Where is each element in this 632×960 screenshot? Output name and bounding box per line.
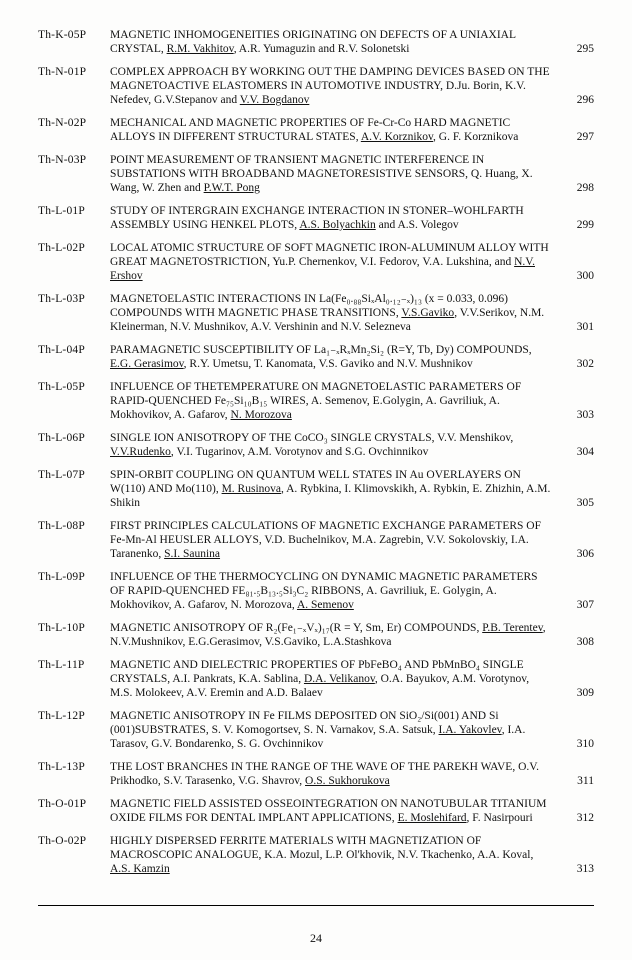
toc-entry (38, 658, 594, 700)
toc-entry (38, 431, 594, 459)
author-name-underlined: V.S.Gaviko (401, 307, 455, 319)
title-text: PARAMAGNETIC SUSCEPTIBILITY OF La₁₋ₓRₓMn₂Si₂ (R=Y, Tb, Dy) COMPOUNDS, (110, 344, 532, 356)
entry-code: Th-L-13P (38, 761, 85, 773)
entry-page-number: 308 (576, 636, 594, 648)
title-text: POINT MEASUREMENT OF TRANSIENT MAGNETIC INTERFERENCE IN SUBSTATIONS WITH BROADBAND MAGNETORESISTIVE SENSORS, Q. Huang, X. Wang, W. Zhen and (110, 154, 533, 194)
toc-entry (38, 380, 594, 422)
entry-page-number: 306 (576, 548, 594, 560)
entry-page-number: 309 (576, 687, 594, 699)
entry-title (110, 621, 568, 649)
entry-page-number: 305 (576, 497, 594, 509)
entry-title (110, 834, 568, 876)
entry-page-number: 299 (576, 219, 594, 231)
entry-code: Th-L-12P (38, 710, 85, 722)
author-name-underlined: V.V.Rudenko (110, 446, 171, 458)
toc-entry (38, 65, 594, 107)
entry-code: Th-L-01P (38, 205, 85, 217)
title-text: STUDY OF INTERGRAIN EXCHANGE INTERACTION IN STONER–WOHLFARTH ASSEMBLY USING HENKEL PLOTS, (110, 205, 524, 231)
title-text: , I.A. Tarasov, G.V. Bondarenko, S. G. Ovchinnikov (110, 724, 526, 750)
title-text: MAGNETIC ANISOTROPY IN Fe FILMS DEPOSITED ON SiO₂/Si(001) AND Si (001)SUBSTRATES, S. V. Komogortsev, S. N. Varnakov, S.A. Satsuk, (110, 710, 499, 736)
toc-entry (38, 834, 594, 876)
title-text: MAGNETIC ANISOTROPY OF R₂(Fe₁₋ₓVₓ)₁₇(R = Y, Sm, Er) COMPOUNDS, (110, 622, 483, 634)
entry-code: Th-K-05P (38, 29, 87, 41)
title-text: MAGNETIC FIELD ASSISTED OSSEOINTEGRATION ON NANOTUBULAR TITANIUM OXIDE FILMS FOR DENTAL IMPLANT APPLICATIONS, (110, 798, 547, 824)
title-text: SPIN-ORBIT COUPLING ON QUANTUM WELL STATES IN Au OVERLAYERS ON W(110) AND Mo(110), (110, 469, 521, 495)
entry-code: Th-N-01P (38, 66, 87, 78)
title-text: , G. F. Korznikova (433, 131, 519, 143)
entry-code: Th-L-08P (38, 520, 85, 532)
toc-entry (38, 28, 594, 56)
title-text: and A.S. Volegov (375, 219, 459, 231)
entry-code: Th-N-02P (38, 117, 87, 129)
title-text: FIRST PRINCIPLES CALCULATIONS OF MAGNETIC EXCHANGE PARAMETERS OF Fe-Mn-Al HEUSLER ALLOYS, V.D. Buchelnikov, M.A. Zagrebin, V.V. Sokolovskiy, I.A. Taranenko, (110, 520, 541, 560)
entry-page-number: 298 (576, 182, 594, 194)
toc-entry (38, 760, 594, 788)
entry-code: Th-L-10P (38, 622, 85, 634)
entry-code: Th-L-02P (38, 242, 85, 254)
author-name-underlined: D.A. Velikanov (303, 673, 375, 685)
entry-code: Th-L-04P (38, 344, 85, 356)
title-text: LOCAL ATOMIC STRUCTURE OF SOFT MAGNETIC IRON-ALUMINUM ALLOY WITH GREAT MAGNETOSTRICTION, Yu.P. Chernenkov, V.I. Fedorov, V.A. Lukshina, and (110, 242, 549, 268)
entry-page-number: 311 (577, 775, 594, 787)
entry-title (110, 241, 568, 283)
entry-title (110, 292, 568, 334)
entry-title (110, 343, 568, 371)
title-text: INFLUENCE OF THE THERMOCYCLING ON DYNAMIC MAGNETIC PARAMETERS OF RAPID-QUENCHED FE₈₁.₅B₁₃.₅Si₃C₂ RIBBONS, A. Gavriliuk, E. Golygin, A. Mokhovikov, A. Gafarov, N. Morozova, (110, 571, 538, 611)
author-name-underlined: N.V. Ershov (110, 256, 535, 282)
entry-code: Th-L-03P (38, 293, 85, 305)
entry-title (110, 760, 568, 788)
title-text: MAGNETOELASTIC INTERACTIONS IN La(Fe₀.₈₈SiₓAl₀.₁₂₋ₓ)₁₃ (x = 0.033, 0.096) COMPOUNDS WITH MAGNETIC PHASE TRANSITIONS, (110, 293, 508, 319)
entry-code: Th-N-03P (38, 154, 87, 166)
author-name-underlined: O.S. Sukhorukova (305, 775, 390, 787)
author-name-underlined: A.V. Korznikov (360, 131, 434, 143)
author-name-underlined: A.S. Bolyachkin (299, 219, 376, 231)
title-text: MAGNETIC AND DIELECTRIC PROPERTIES OF PbFeBO₄ AND PbMnBO₄ SINGLE CRYSTALS, A.I. Pankrats, K.A. Sablina, (110, 659, 524, 685)
toc-entry (38, 343, 594, 371)
toc-list (38, 28, 594, 876)
entry-page-number: 312 (576, 812, 594, 824)
toc-entry (38, 468, 594, 510)
title-text: , O.A. Bayukov, A.M. Vorotynov, M.S. Molokeev, A.V. Eremin and A.D. Balaev (110, 673, 530, 699)
entry-title (110, 797, 568, 825)
entry-title (110, 468, 568, 510)
author-name-underlined: P.W.T. Pong (203, 182, 260, 194)
entry-page-number: 301 (576, 321, 594, 333)
entry-page-number: 295 (576, 43, 594, 55)
author-name-underlined: A. Semenov (296, 599, 354, 611)
title-text: , V.V.Serikov, N.M. Kleinerman, N.V. Mushnikov, A.V. Vershinin and N.V. Selezneva (110, 307, 545, 333)
toc-entry (38, 621, 594, 649)
title-text: , F. Nasirpouri (466, 812, 533, 824)
toc-entry (38, 204, 594, 232)
entry-title (110, 658, 568, 700)
entry-code: Th-L-05P (38, 381, 85, 393)
title-text: THE LOST BRANCHES IN THE RANGE OF THE WAVE OF THE PAREKH WAVE, O.V. Prikhodko, S.V. Tarasenko, V.G. Shavrov, (110, 761, 539, 787)
entry-title (110, 709, 568, 751)
author-name-underlined: S.I. Saunina (164, 548, 221, 560)
author-name-underlined: I.A. Yakovlev (438, 724, 502, 736)
entry-code: Th-O-01P (38, 798, 87, 810)
toc-entry (38, 797, 594, 825)
author-name-underlined: V.V. Bogdanov (239, 94, 310, 106)
title-text: MECHANICAL AND MAGNETIC PROPERTIES OF Fe-Cr-Co HARD MAGNETIC ALLOYS IN DIFFERENT STRUCTURAL STATES, (110, 117, 511, 143)
author-name-underlined: N. Morozova (230, 409, 292, 421)
entry-page-number: 297 (576, 131, 594, 143)
title-text: SINGLE ION ANISOTROPY OF THE CoCO₃ SINGLE CRYSTALS, V.V. Menshikov, (110, 432, 514, 444)
entry-code: Th-L-11P (38, 659, 85, 671)
entry-page-number: 296 (576, 94, 594, 106)
entry-title (110, 570, 568, 612)
entry-code: Th-O-02P (38, 835, 87, 847)
title-text: HIGHLY DISPERSED FERRITE MATERIALS WITH MAGNETIZATION OF MACROSCOPIC ANALOGUE, K.A. Mozul, L.P. Ol'khovik, N.V. Tkachenko, A.A. Koval, (110, 835, 534, 861)
title-text: , A.R. Yumaguzin and R.V. Solonetski (233, 43, 410, 55)
toc-entry (38, 241, 594, 283)
toc-entry (38, 292, 594, 334)
entry-page-number: 302 (576, 358, 594, 370)
author-name-underlined: E. Moslehifard (397, 812, 467, 824)
toc-entry (38, 519, 594, 561)
title-text: MAGNETIC INHOMOGENEITIES ORIGINATING ON DEFECTS OF A UNIAXIAL CRYSTAL, (110, 29, 516, 55)
toc-entry (38, 153, 594, 195)
entry-page-number: 304 (576, 446, 594, 458)
title-text: COMPLEX APPROACH BY WORKING OUT THE DAMPING DEVICES BASED ON THE MAGNETOACTIVE ELASTOMERS IN AUTOMOTIVE INDUSTRY, D.Ju. Borin, K.V. Nefedev, G.V.Stepanov and (110, 66, 550, 106)
author-name-underlined: R.M. Vakhitov (166, 43, 234, 55)
toc-entry (38, 116, 594, 144)
toc-entry (38, 570, 594, 612)
entry-code: Th-L-09P (38, 571, 85, 583)
entry-page-number: 310 (576, 738, 594, 750)
entry-title (110, 65, 568, 107)
entry-title (110, 431, 568, 459)
entry-title (110, 204, 568, 232)
entry-page-number: 300 (576, 270, 594, 282)
author-name-underlined: M. Rusinova (221, 483, 281, 495)
title-text: , A. Rybkina, I. Klimovskikh, A. Rybkin, E. Zhizhin, A.M. Shikin (110, 483, 551, 509)
author-name-underlined: E.G. Gerasimov (110, 358, 184, 370)
author-name-underlined: A.S. Kamzin (110, 863, 170, 875)
entry-title (110, 116, 568, 144)
entry-code: Th-L-07P (38, 469, 85, 481)
entry-page-number: 307 (576, 599, 594, 611)
entry-title (110, 519, 568, 561)
toc-entry (38, 709, 594, 751)
footer-rule (38, 905, 594, 906)
entry-page-number: 313 (576, 863, 594, 875)
footer-page-number: 24 (310, 931, 322, 945)
entry-page-number: 303 (576, 409, 594, 421)
entry-title (110, 28, 568, 56)
title-text: , N.V.Mushnikov, E.G.Gerasimov, V.S.Gaviko, L.A.Stashkova (110, 622, 546, 648)
title-text: , V.I. Tugarinov, A.M. Vorotynov and S.G. Ovchinnikov (170, 446, 429, 458)
entry-title (110, 153, 568, 195)
title-text: INFLUENCE OF THETEMPERATURE ON MAGNETOELASTIC PARAMETERS OF RAPID-QUENCHED Fe₇₅Si₁₀B₁₅ WIRES, A. Semenov, E.Golygin, A. Gavriliuk, A. Mokhovikov, A. Gafarov, (110, 381, 522, 421)
title-text: , R.Y. Umetsu, T. Kanomata, V.S. Gaviko and N.V. Mushnikov (183, 358, 473, 370)
author-name-underlined: P.B. Terentev (482, 622, 543, 634)
entry-code: Th-L-06P (38, 432, 85, 444)
entry-title (110, 380, 568, 422)
